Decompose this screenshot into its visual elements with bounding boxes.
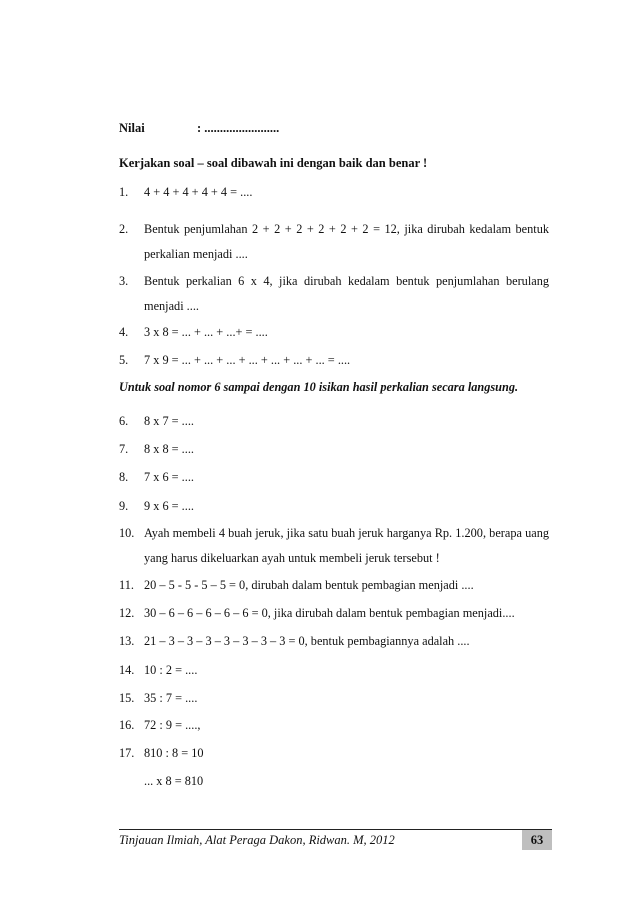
- question-text: 20 – 5 - 5 - 5 – 5 = 0, dirubah dalam bentuk pembagian menjadi ....: [144, 578, 474, 592]
- question-text: 7 x 6 = ....: [144, 470, 194, 484]
- question-text: 9 x 6 = ....: [144, 499, 194, 513]
- question-number: 7.: [119, 442, 129, 456]
- question-number: 13.: [119, 634, 135, 648]
- question-number: 17.: [119, 746, 135, 760]
- question-number: 2.: [119, 222, 129, 236]
- page-number: 63: [530, 833, 544, 847]
- question-item: [119, 713, 549, 738]
- question-text: 72 : 9 = ....,: [144, 718, 201, 732]
- question-item: [119, 658, 549, 683]
- question-number: 12.: [119, 606, 135, 620]
- question-item: [119, 348, 549, 373]
- question-number: 9.: [119, 499, 129, 513]
- question-item: [119, 741, 549, 794]
- question-text: 8 x 7 = ....: [144, 414, 194, 428]
- question-item: [119, 437, 549, 462]
- instruction-text: Kerjakan soal – soal dibawah ini dengan baik dan benar !: [119, 156, 428, 170]
- question-number: 8.: [119, 470, 129, 484]
- question-number: 4.: [119, 325, 129, 339]
- nilai-label: Nilai: [119, 121, 145, 135]
- question-text: 8 x 8 = ....: [144, 442, 194, 456]
- question-text: 21 – 3 – 3 – 3 – 3 – 3 – 3 – 3 = 0, bentuk pembagiannya adalah ....: [144, 634, 470, 648]
- question-number: 5.: [119, 353, 129, 367]
- question-item: [119, 573, 549, 598]
- question-item: [119, 269, 549, 319]
- question-item: [119, 180, 549, 205]
- question-text: 10 : 2 = ....: [144, 663, 198, 677]
- question-text: 30 – 6 – 6 – 6 – 6 – 6 = 0, jika dirubah dalam bentuk pembagian menjadi....: [144, 606, 515, 620]
- question-text: 810 : 8 = 10: [144, 746, 204, 760]
- question-number: 1.: [119, 185, 129, 199]
- question-number: 15.: [119, 691, 135, 705]
- question-number: 14.: [119, 663, 135, 677]
- question-item: [119, 320, 549, 345]
- question-item: [119, 494, 549, 519]
- question-item: [119, 217, 549, 267]
- question-item: [119, 409, 549, 434]
- question-item: [119, 686, 549, 711]
- question-number: 6.: [119, 414, 129, 428]
- question-text: Bentuk perkalian 6 x 4, jika dirubah kedalam bentuk penjumlahan berulang menjadi ....: [144, 274, 549, 313]
- footer-text: Tinjauan Ilmiah, Alat Peraga Dakon, Ridwan. M, 2012: [119, 833, 395, 847]
- question-item: [119, 629, 549, 654]
- question-item: [119, 601, 549, 626]
- nilai-value: : ........................: [197, 121, 280, 135]
- question-number: 3.: [119, 274, 129, 288]
- nilai-field: [119, 121, 279, 136]
- footer-divider: [119, 829, 552, 830]
- question-text: 7 x 9 = ... + ... + ... + ... + ... + ... + ... = ....: [144, 353, 351, 367]
- question-text: Ayah membeli 4 buah jeruk, jika satu buah jeruk harganya Rp. 1.200, berapa uang yang harus dikeluarkan ayah untuk membeli jeruk tersebut !: [144, 526, 549, 565]
- question-item: [119, 521, 549, 571]
- question-number: 11.: [119, 578, 134, 592]
- question-number: 16.: [119, 718, 135, 732]
- instruction-text-2: Untuk soal nomor 6 sampai dengan 10 isikan hasil perkalian secara langsung.: [119, 380, 519, 394]
- question-text: 3 x 8 = ... + ... + ...+ = ....: [144, 325, 268, 339]
- question-item: [119, 465, 549, 490]
- question-text: 35 : 7 = ....: [144, 691, 198, 705]
- question-number: 10.: [119, 526, 135, 540]
- question-text: 4 + 4 + 4 + 4 + 4 = ....: [144, 185, 253, 199]
- question-text: Bentuk penjumlahan 2 + 2 + 2 + 2 + 2 + 2 = 12, jika dirubah kedalam bentuk perkalian menjadi ....: [144, 222, 549, 261]
- question-text-line2: ... x 8 = 810: [144, 774, 204, 788]
